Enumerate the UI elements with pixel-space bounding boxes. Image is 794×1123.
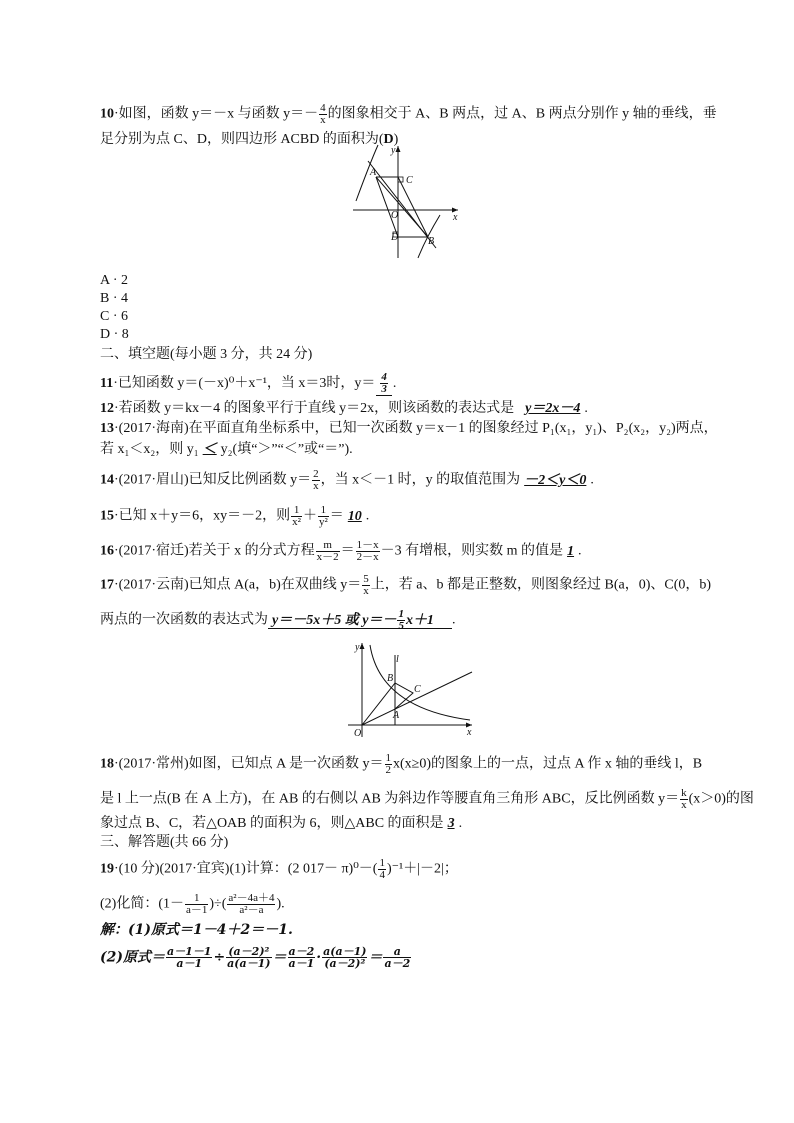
svg-text:A: A <box>370 167 377 178</box>
svg-text:O: O <box>391 210 399 221</box>
q13-answer: ＜ <box>202 442 217 457</box>
q18-line1: 18·(2017·常州)如图，已知点 A 是一次函数 y＝ $\frac{1}{2}$ x(x≥0)的图象上的一点，过点 A 作 x 轴的垂线 l，B <box>100 752 703 776</box>
svg-text:y: y <box>355 642 360 653</box>
q16: 16·(2017·宿迁)若关于 x 的分式方程 $\frac{m}{x-2}$ ＝ $\frac{1-x}{2-x}$ －3 有增根，则实数 m 的值是 1 . <box>100 539 582 563</box>
q16-answer: 1 <box>567 543 575 559</box>
svg-text:C: C <box>406 175 413 186</box>
q11: 11·已知函数 y＝(－x)⁰＋x⁻¹，当 x＝3时，y＝ $\frac{4}{3}$ . <box>100 371 397 395</box>
section-fill-in-heading: 二、填空题(每小题 3 分，共 24 分) <box>100 347 313 362</box>
q13-line2: 若 x₁＜x₂，则 y₁ ＜ y₂(填“＞”“＜”或“＝”). <box>100 442 353 457</box>
q10-number: 10 <box>100 106 114 122</box>
svg-text:B: B <box>428 236 435 247</box>
q10-answer: D <box>383 132 394 147</box>
q12-answer: y＝2x－4 <box>525 401 581 416</box>
q14: 14·(2017·眉山)已知反比例函数 y＝ $\frac{2}{x}$ ，当 x＜－1 时，y 的取值范围为 －2＜y＜0 . <box>100 468 594 492</box>
section-solutions-heading: 三、解答题(共 66 分) <box>100 835 229 850</box>
q15-answer: 10 <box>347 508 362 524</box>
q19-line2: (2)化简：(1－ $\frac{1}{a-1}$ )÷( $\frac{\text{a²－4a＋4}}{\text{a²－a}}$ ). <box>100 892 285 916</box>
q19-solution-2: (2)原式＝ $\frac{a-1-1}{a-1}$ ÷ $\frac{\text{(a－2)²}}{a(a-1)}$ ＝ $\frac{a-2}{a-1}$ · $\frac{a(a-1)}{\text{(a－2)²}}$ ＝ $\frac{a}{a-2}$ <box>100 945 411 970</box>
q10-option-d: D · 8 <box>100 327 129 342</box>
svg-text:x: x <box>467 727 472 738</box>
q10-option-a: A · 2 <box>100 273 128 288</box>
q10-option-b: B · 4 <box>100 291 128 306</box>
q17-line2: 两点的一次函数的表达式为 y＝－5x＋5 或 y＝－ $\frac{1}{5}$ x＋1 . <box>100 608 456 632</box>
q14-answer: －2＜y＜0 <box>524 472 587 488</box>
q10-figure <box>348 143 464 261</box>
q19-line1: 19·(10 分)(2017·宜宾)(1)计算：(2 017－ π)⁰－( $\frac{1}{4}$ )⁻¹＋|－2|； <box>100 857 458 881</box>
q10-line1: 10·如图，函数 y＝－x 与函数 y＝－ $\frac{4}{x}$ 的图象相交于 A、B 两点，过 A、B 两点分别作 y 轴的垂线，垂 <box>100 102 717 126</box>
q13-line1: 13·(2017·海南)在平面直角坐标系中，已知一次函数 y＝x－1 的图象经过 P₁(x₁，y₁)、P₂(x₂，y₂)两点， <box>100 421 718 436</box>
svg-text:B: B <box>387 673 394 684</box>
q17-answer: y＝－5x＋5 或 y＝－ $\frac{1}{5}$ x＋1 <box>268 613 452 629</box>
svg-text:l: l <box>396 654 399 665</box>
q10-option-c: C · 6 <box>100 309 128 324</box>
svg-text:O: O <box>354 728 362 739</box>
q17-line1: 17·(2017·云南)已知点 A(a，b)在双曲线 y＝ $\frac{5}{x}$ 上，若 a、b 都是正整数，则图象经过 B(a，0)、C(0，b) <box>100 573 712 597</box>
q18-figure <box>340 640 480 740</box>
q18-line2: 是 l 上一点(B 在 A 上方)，在 AB 的右侧以 AB 为斜边作等腰直角三角形 ABC，反比例函数 y＝ $\frac{k}{x}$ (x＞0)的图 <box>100 787 754 811</box>
svg-text:y: y <box>391 145 396 156</box>
svg-text:C: C <box>414 684 421 695</box>
q18-line3: 象过点 B、C，若△OAB 的面积为 6，则△ABC 的面积是 3 . <box>100 816 463 831</box>
svg-text:A: A <box>393 710 400 721</box>
q10-fraction: $\frac{4}{x}$ <box>320 102 326 126</box>
q11-answer: $\frac{4}{3}$ <box>376 372 392 396</box>
q18-answer: 3 <box>447 816 455 831</box>
q15: 15·已知 x＋y＝6，xy＝－2，则 $\frac{1}{\text{x²}}$ ＋ $\frac{1}{\text{y²}}$ ＝ 10 . <box>100 504 370 528</box>
q10-line2: 足分别为点 C、D，则四边形 ACBD 的面积为(D) <box>100 132 399 147</box>
svg-text:D: D <box>391 232 399 243</box>
q12: 12·若函数 y＝kx－4 的图象平行于直线 y＝2x，则该函数的表达式是 y＝2x－4 . <box>100 401 588 416</box>
svg-text:x: x <box>453 212 458 223</box>
q19-solution-1: 解：(1)原式＝1－4＋2＝－1. <box>100 922 293 938</box>
